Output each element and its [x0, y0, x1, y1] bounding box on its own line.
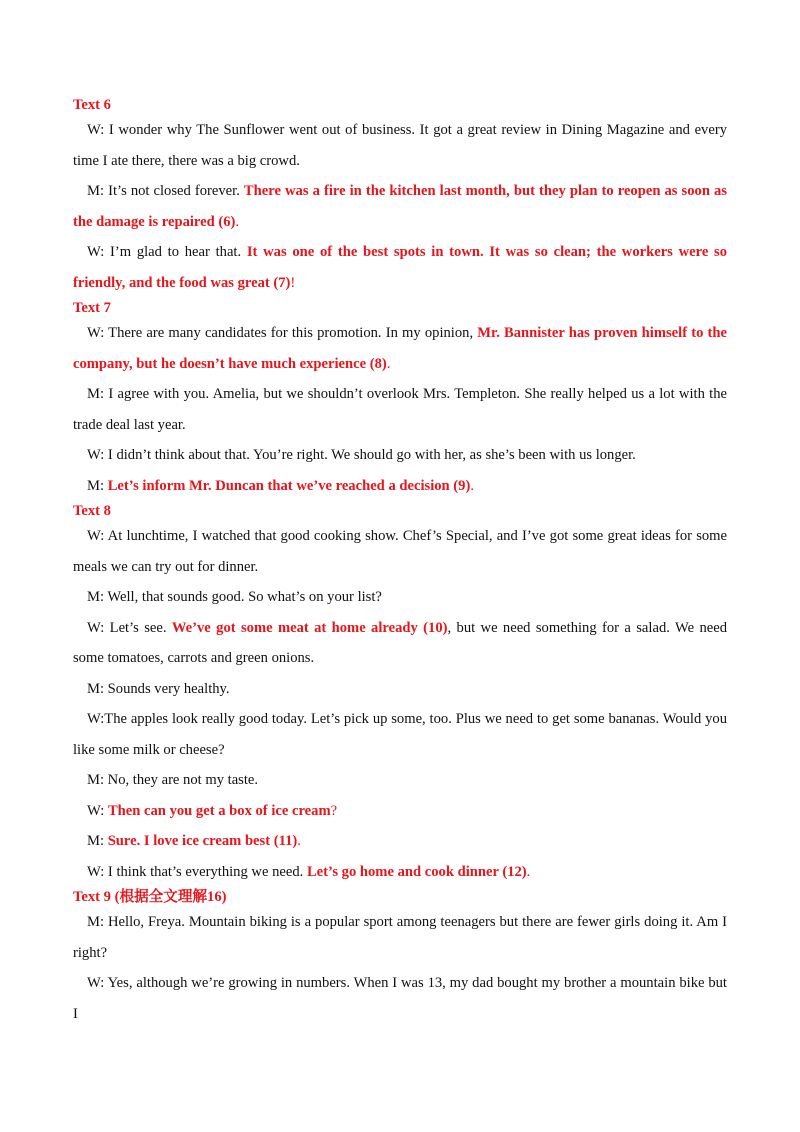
section-heading-text-8: Text 8	[73, 503, 111, 519]
dialogue-line: W: Yes, although we’re growing in numbers. When I was 13, my dad bought my brother a mountain bike but I	[73, 975, 727, 1022]
dialogue-line: M: Well, that sounds good. So what’s on your list?	[87, 589, 382, 605]
dialogue-line: W: I think that’s everything we need. Let’s go home and cook dinner (12).	[87, 863, 531, 880]
dialogue-line: M: I agree with you. Amelia, but we shouldn’t overlook Mrs. Templeton. She really helped us a lot with the trade deal last year.	[73, 386, 727, 433]
dialogue-line: M: It’s not closed forever. There was a fire in the kitchen last month, but they plan to reopen as soon as the damage is repaired (6).	[73, 183, 727, 230]
answer-highlight: There was a fire in the kitchen last month, but they plan to reopen as soon as the damage is repaired (6)	[73, 183, 727, 230]
answer-highlight: Let’s go home and cook dinner (12)	[306, 863, 527, 880]
document-page	[73, 95, 727, 1029]
dialogue-line: W:The apples look really good today. Let’s pick up some, too. Plus we need to get some bananas. Would you like some milk or cheese?	[73, 711, 727, 758]
dialogue-line: W: I’m glad to hear that. It was one of the best spots in town. It was so clean; the workers were so friendly, and the food was great (7)!	[73, 244, 727, 291]
answer-highlight: Then can you get a box of ice cream	[107, 802, 331, 819]
dialogue-line: W: I wonder why The Sunflower went out of business. It got a great review in Dining Magazine and every time I ate there, there was a big crowd.	[73, 122, 727, 169]
answer-highlight: Mr. Bannister has proven himself to the company, but he doesn’t have much experience (8)	[73, 325, 727, 372]
dialogue-line: M: No, they are not my taste.	[87, 772, 259, 788]
dialogue-line: M: Let’s inform Mr. Duncan that we’ve reached a decision (9).	[87, 477, 474, 494]
dialogue-line: W: Then can you get a box of ice cream?	[87, 802, 338, 819]
section-heading-text-9: Text 9 (根据全文理解16)	[73, 889, 227, 905]
dialogue-line: W: There are many candidates for this promotion. In my opinion, Mr. Bannister has proven himself to the company, but he doesn’t have much experience (8).	[73, 325, 727, 372]
answer-highlight: Sure. I love ice cream best (11)	[107, 833, 298, 849]
dialogue-line: W: Let’s see. We’ve got some meat at home already (10), but we need something for a salad. We need some tomatoes, carrots and green onions.	[73, 619, 727, 666]
answer-highlight: Let’s inform Mr. Duncan that we’ve reached a decision (9)	[107, 477, 471, 494]
dialogue-line: M: Sounds very healthy.	[87, 680, 230, 697]
answer-highlight: We’ve got some meat at home already (10)	[171, 619, 448, 636]
dialogue-line: M: Sure. I love ice cream best (11).	[87, 833, 301, 849]
dialogue-line: M: Hello, Freya. Mountain biking is a popular sport among teenagers but there are fewer girls doing it. Am I right?	[73, 914, 727, 961]
section-heading-text-6: Text 6	[73, 97, 111, 113]
dialogue-line: W: I didn’t think about that. You’re right. We should go with her, as she’s been with us longer.	[87, 447, 636, 463]
answer-highlight: It was one of the best spots in town. It was so clean; the workers were so friendly, and the food was great (7)	[73, 244, 727, 291]
dialogue-line: W: At lunchtime, I watched that good cooking show. Chef’s Special, and I’ve got some great ideas for some meals we can try out for dinner.	[73, 528, 727, 575]
section-heading-text-7: Text 7	[73, 300, 111, 316]
